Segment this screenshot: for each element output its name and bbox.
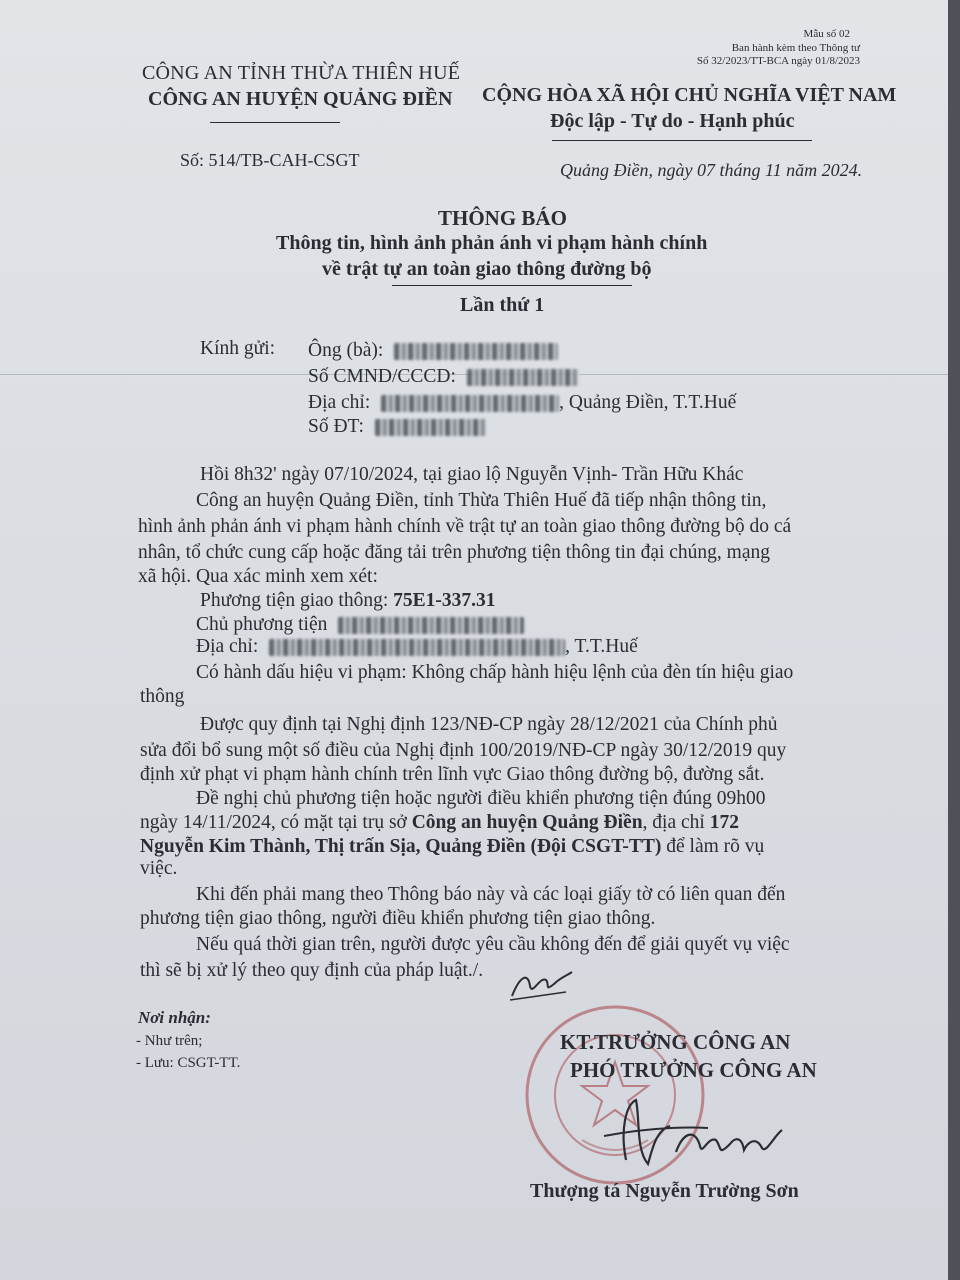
recipient-label: Kính gửi: (200, 338, 276, 359)
redacted-address (381, 395, 559, 412)
receiver-item: - Như trên; (136, 1033, 203, 1049)
vehicle-label: Phương tiện giao thông: (200, 590, 389, 611)
bring-line-2: phương tiện giao thông, người điều khiển phương tiện giao thông. (140, 908, 656, 929)
recipient-name-row (308, 340, 558, 362)
agency-parent: CÔNG AN TỈNH THỪA THIÊN HUẾ (142, 62, 461, 84)
legal-line-1: Được quy định tại Nghị định 123/NĐ-CP ngày 28/12/2021 của Chính phủ (200, 714, 778, 735)
request-text: ngày 14/11/2024, có mặt tại trụ sở (140, 812, 412, 833)
owner-label: Chủ phương tiện (196, 614, 328, 635)
violation-line-1: Có hành dấu hiệu vi phạm: Không chấp hành hiệu lệnh của đèn tín hiệu giao (196, 662, 794, 683)
receivers-list (136, 1030, 240, 1074)
legal-line-2: sửa đổi bổ sung một số điều của Nghị định 100/2019/NĐ-CP ngày 30/12/2019 quy (140, 740, 787, 761)
handwritten-signature (596, 1090, 816, 1180)
recipient-address-row (308, 392, 736, 414)
legal-line-3: định xử phạt vi phạm hành chính trên lĩnh vực Giao thông đường bộ, đường sắt. (140, 764, 765, 785)
document-subtitle-1: Thông tin, hình ảnh phản ánh vi phạm hành chính (276, 232, 708, 254)
overdue-line-1: Nếu quá thời gian trên, người được yêu cầu không đến để giải quyết vụ việc (196, 934, 790, 955)
redacted-owner-address (269, 639, 565, 656)
request-street-number: 172 (709, 812, 739, 833)
document-subtitle-2: về trật tự an toàn giao thông đường bộ (322, 258, 652, 280)
owner-row (196, 614, 524, 636)
signature-title-2: PHÓ TRƯỞNG CÔNG AN (570, 1058, 817, 1082)
motto-underline (552, 140, 812, 141)
nation-motto: Độc lập - Tự do - Hạnh phúc (550, 110, 795, 132)
notice-times: Lần thứ 1 (460, 294, 545, 316)
receiver-item: - Lưu: CSGT-TT. (136, 1055, 241, 1071)
recipient-phone-row (308, 416, 487, 438)
owner-address-label: Địa chỉ: (196, 636, 259, 657)
redacted-phone (375, 419, 487, 436)
place-date: Quảng Điền, ngày 07 tháng 11 năm 2024. (560, 160, 863, 180)
page-edge (948, 0, 960, 1280)
redacted-name (394, 343, 558, 360)
paragraph-1-line-2: hình ảnh phản ánh vi phạm hành chính về trật tự an toàn giao thông đường bộ do cá (138, 516, 792, 537)
vehicle-plate: 75E1-337.31 (393, 590, 496, 611)
owner-address-row (196, 636, 638, 658)
recipient-address-suffix: , Quảng Điền, T.T.Huế (559, 392, 737, 413)
violation-line-2: thông (140, 686, 185, 707)
paragraph-1-line-3: nhân, tổ chức cung cấp hoặc đăng tải trên phương tiện thông tin đại chúng, mạng (138, 542, 770, 563)
recipient-address-label: Địa chỉ: (308, 392, 371, 413)
redacted-id (467, 369, 579, 386)
request-agency: Công an huyện Quảng Điền (411, 812, 643, 833)
form-note-line-2: Số 32/2023/TT-BCA ngày 01/8/2023 (696, 55, 860, 67)
agency-underline (210, 122, 340, 123)
receivers-heading: Nơi nhận: (138, 1008, 211, 1027)
request-address: Nguyễn Kim Thành, Thị trấn Sịa, Quảng Điền (Đội CSGT-TT) (140, 836, 662, 857)
agency-name: CÔNG AN HUYỆN QUẢNG ĐIỀN (148, 88, 453, 110)
incident-line: Hồi 8h32' ngày 07/10/2024, tại giao lộ Nguyễn Vịnh- Trần Hữu Khác (200, 464, 744, 485)
document-number: Số: 514/TB-CAH-CSGT (180, 150, 360, 170)
request-purpose: để làm rõ vụ (661, 836, 765, 857)
overdue-line-2: thì sẽ bị xử lý theo quy định của pháp luật./. (140, 960, 484, 981)
owner-address-suffix: , T.T.Huế (565, 636, 638, 657)
form-note (640, 42, 860, 68)
request-line-2 (140, 812, 739, 834)
bring-line-1: Khi đến phải mang theo Thông báo này và các loại giấy tờ có liên quan đến (196, 884, 786, 905)
recipient-id-label: Số CMND/CCCD: (308, 366, 456, 387)
signer-name: Thượng tá Nguyễn Trường Sơn (530, 1180, 799, 1202)
request-text-address: , địa chỉ (642, 812, 710, 833)
subtitle-underline (392, 285, 632, 286)
redacted-owner (338, 617, 524, 634)
paragraph-1-line-1: Công an huyện Quảng Điền, tỉnh Thừa Thiên Huế đã tiếp nhận thông tin, (196, 490, 767, 511)
recipient-phone-label: Số ĐT: (308, 416, 364, 437)
form-note-line-1: Ban hành kèm theo Thông tư (731, 42, 860, 54)
recipient-id-row (308, 366, 579, 388)
vehicle-row (200, 590, 496, 612)
nation-name: CỘNG HÒA XÃ HỘI CHỦ NGHĨA VIỆT NAM (482, 84, 897, 106)
recipient-name-label: Ông (bà): (308, 340, 384, 361)
form-number: Mẫu số 02 (803, 28, 850, 40)
request-line-3 (140, 836, 764, 858)
request-line-4: việc. (140, 858, 178, 879)
signature-title-1: KT.TRƯỞNG CÔNG AN (560, 1030, 791, 1054)
document-title: THÔNG BÁO (438, 206, 567, 230)
request-line-1: Đề nghị chủ phương tiện hoặc người điều khiển phương tiện đúng 09h00 (196, 788, 766, 809)
paragraph-1-line-4: xã hội. Qua xác minh xem xét: (138, 566, 378, 587)
